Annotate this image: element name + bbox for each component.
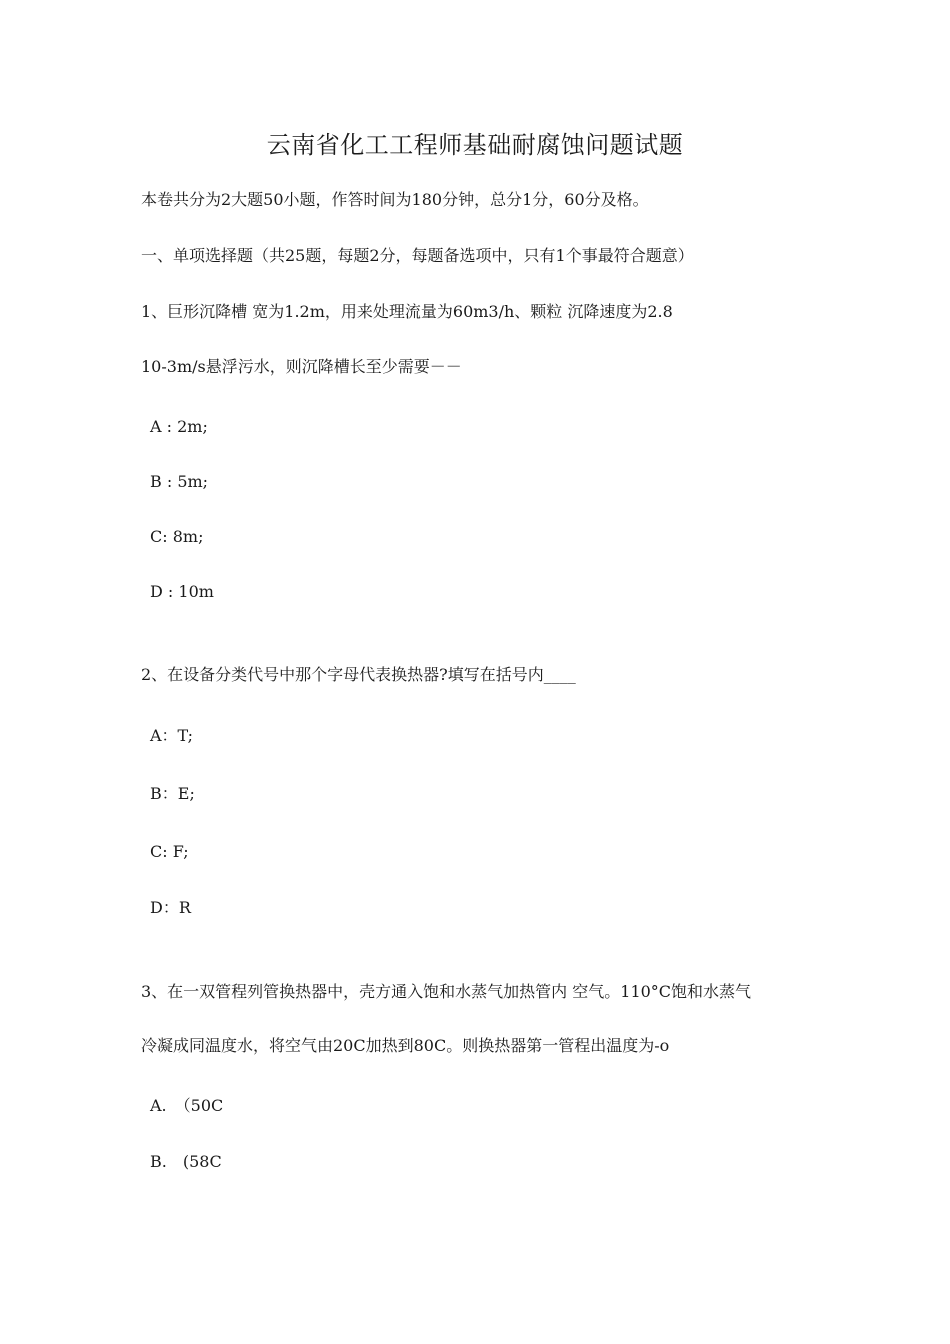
question-3-option-b: B. (58C: [150, 1152, 222, 1171]
question-2-option-c: C: F;: [150, 842, 189, 861]
question-2-stem: 2、在设备分类代号中那个字母代表换热器?填写在括号内____: [141, 665, 576, 684]
question-2-option-b: B：E;: [150, 784, 195, 803]
question-1-option-c: C: 8m;: [150, 527, 204, 546]
question-1-option-a: A : 2m;: [150, 417, 208, 436]
exam-intro: 本卷共分为2大题50小题，作答时间为180分钟，总分1分，60分及格。: [141, 190, 649, 209]
question-3-stem-line2: 冷凝成同温度水，将空气由20C加热到80C。则换热器第一管程出温度为-o: [141, 1036, 670, 1055]
question-3-stem-line1: 3、在一双管程列管换热器中，壳方通入饱和水蒸气加热管内 空气。110°C饱和水蒸气: [141, 982, 752, 1001]
document-title: 云南省化工工程师基础耐腐蚀问题试题: [266, 131, 684, 159]
question-1-stem-line1: 1、巨形沉降槽 宽为1.2m，用来处理流量为60m3/h、颗粒 沉降速度为2.8: [141, 302, 673, 321]
question-1-option-b: B : 5m;: [150, 472, 209, 491]
question-3-option-a: A. （50C: [150, 1096, 224, 1115]
question-1-stem-line2: 10-3m/s悬浮污水，则沉降槽长至少需要－－: [141, 357, 462, 376]
question-1-option-d: D : 10m: [150, 582, 214, 601]
question-2-option-a: A：T;: [150, 726, 194, 745]
question-2-option-d: D：R: [150, 898, 191, 917]
section-heading: 一、单项选择题（共25题，每题2分，每题备选项中，只有1个事最符合题意）: [141, 246, 694, 265]
